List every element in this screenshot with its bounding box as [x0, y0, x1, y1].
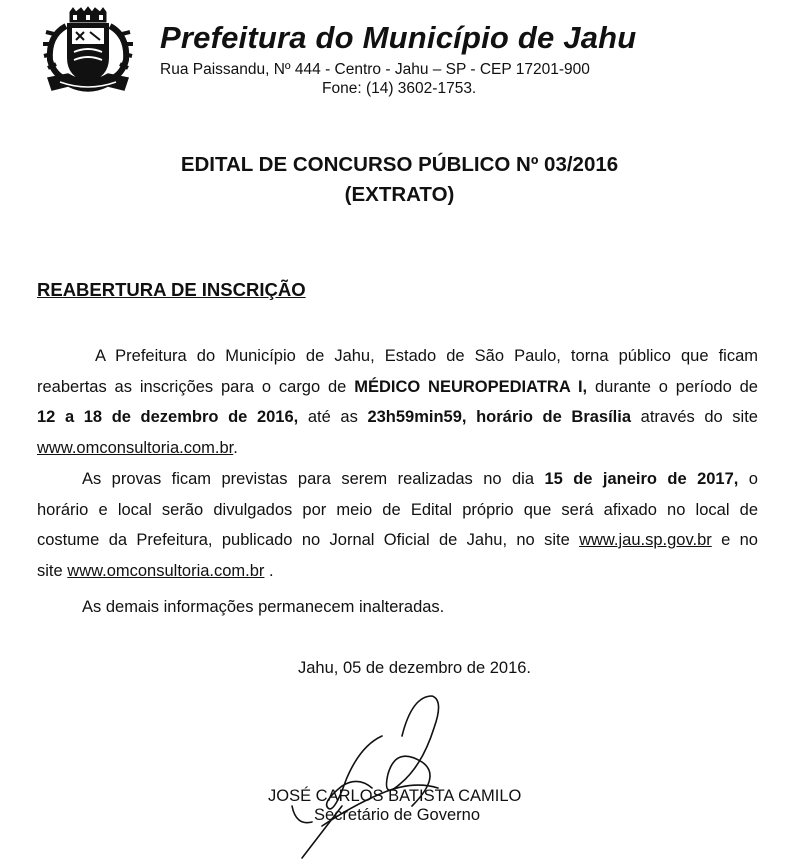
org-address: Rua Paissandu, Nº 444 - Centro - Jahu – SP - CEP 17201-900	[160, 61, 590, 78]
omconsultoria-link-2[interactable]: www.omconsultoria.com.br	[67, 561, 265, 580]
registration-period: 12 a 18 de dezembro de 2016,	[37, 408, 299, 426]
deadline-time: 23h59min59, horário de Brasília	[367, 408, 632, 426]
org-phone: Fone: (14) 3602-1753.	[322, 80, 477, 97]
signer-name: JOSÉ CARLOS BATISTA CAMILO	[268, 787, 522, 805]
edital-title	[0, 150, 799, 210]
municipal-crest-logo	[40, 6, 136, 98]
para2-line4: site www.omconsultoria.com.br .	[37, 561, 274, 580]
section-heading: REABERTURA DE INSCRIÇÃO	[37, 279, 306, 300]
paragraph-exams	[37, 464, 758, 586]
para1-line4: www.omconsultoria.com.br.	[37, 438, 238, 457]
edital-title-line2: (EXTRATO)	[344, 183, 455, 206]
signer-role: Secretário de Governo	[314, 806, 481, 824]
jau-gov-link[interactable]: www.jau.sp.gov.br	[579, 531, 712, 549]
para3-line1: As demais informações permanecem inalteradas.	[82, 598, 445, 616]
paragraph-closing	[37, 592, 758, 623]
paragraph-reopening	[37, 341, 758, 463]
para1-line1: A Prefeitura do Município de Jahu, Estado de São Paulo, torna público que ficam	[95, 347, 758, 365]
para2-line3: costume da Prefeitura, publicado no Jornal Oficial de Jahu, no site www.jau.sp.gov.br e no	[37, 531, 758, 549]
job-title: MÉDICO NEUROPEDIATRA I,	[354, 377, 588, 396]
para1-line3: 12 a 18 de dezembro de 2016, até as 23h59min59, horário de Brasília através do site	[37, 408, 758, 426]
para2-line2: horário e local serão divulgados por meio de Edital próprio que será afixado no local de	[37, 500, 758, 519]
handwritten-signature	[262, 676, 492, 861]
exam-date: 15 de janeiro de 2017,	[544, 470, 739, 488]
omconsultoria-link[interactable]: www.omconsultoria.com.br	[37, 438, 234, 457]
para1-line2: reabertas as inscrições para o cargo de MÉDICO NEUROPEDIATRA I, durante o período de	[37, 377, 758, 396]
para2-line1: As provas ficam previstas para serem realizadas no dia 15 de janeiro de 2017, o	[82, 470, 758, 488]
org-title: Prefeitura do Município de Jahu	[160, 20, 637, 55]
place-and-date: Jahu, 05 de dezembro de 2016.	[298, 659, 532, 677]
edital-title-line1: EDITAL DE CONCURSO PÚBLICO Nº 03/2016	[180, 153, 619, 176]
